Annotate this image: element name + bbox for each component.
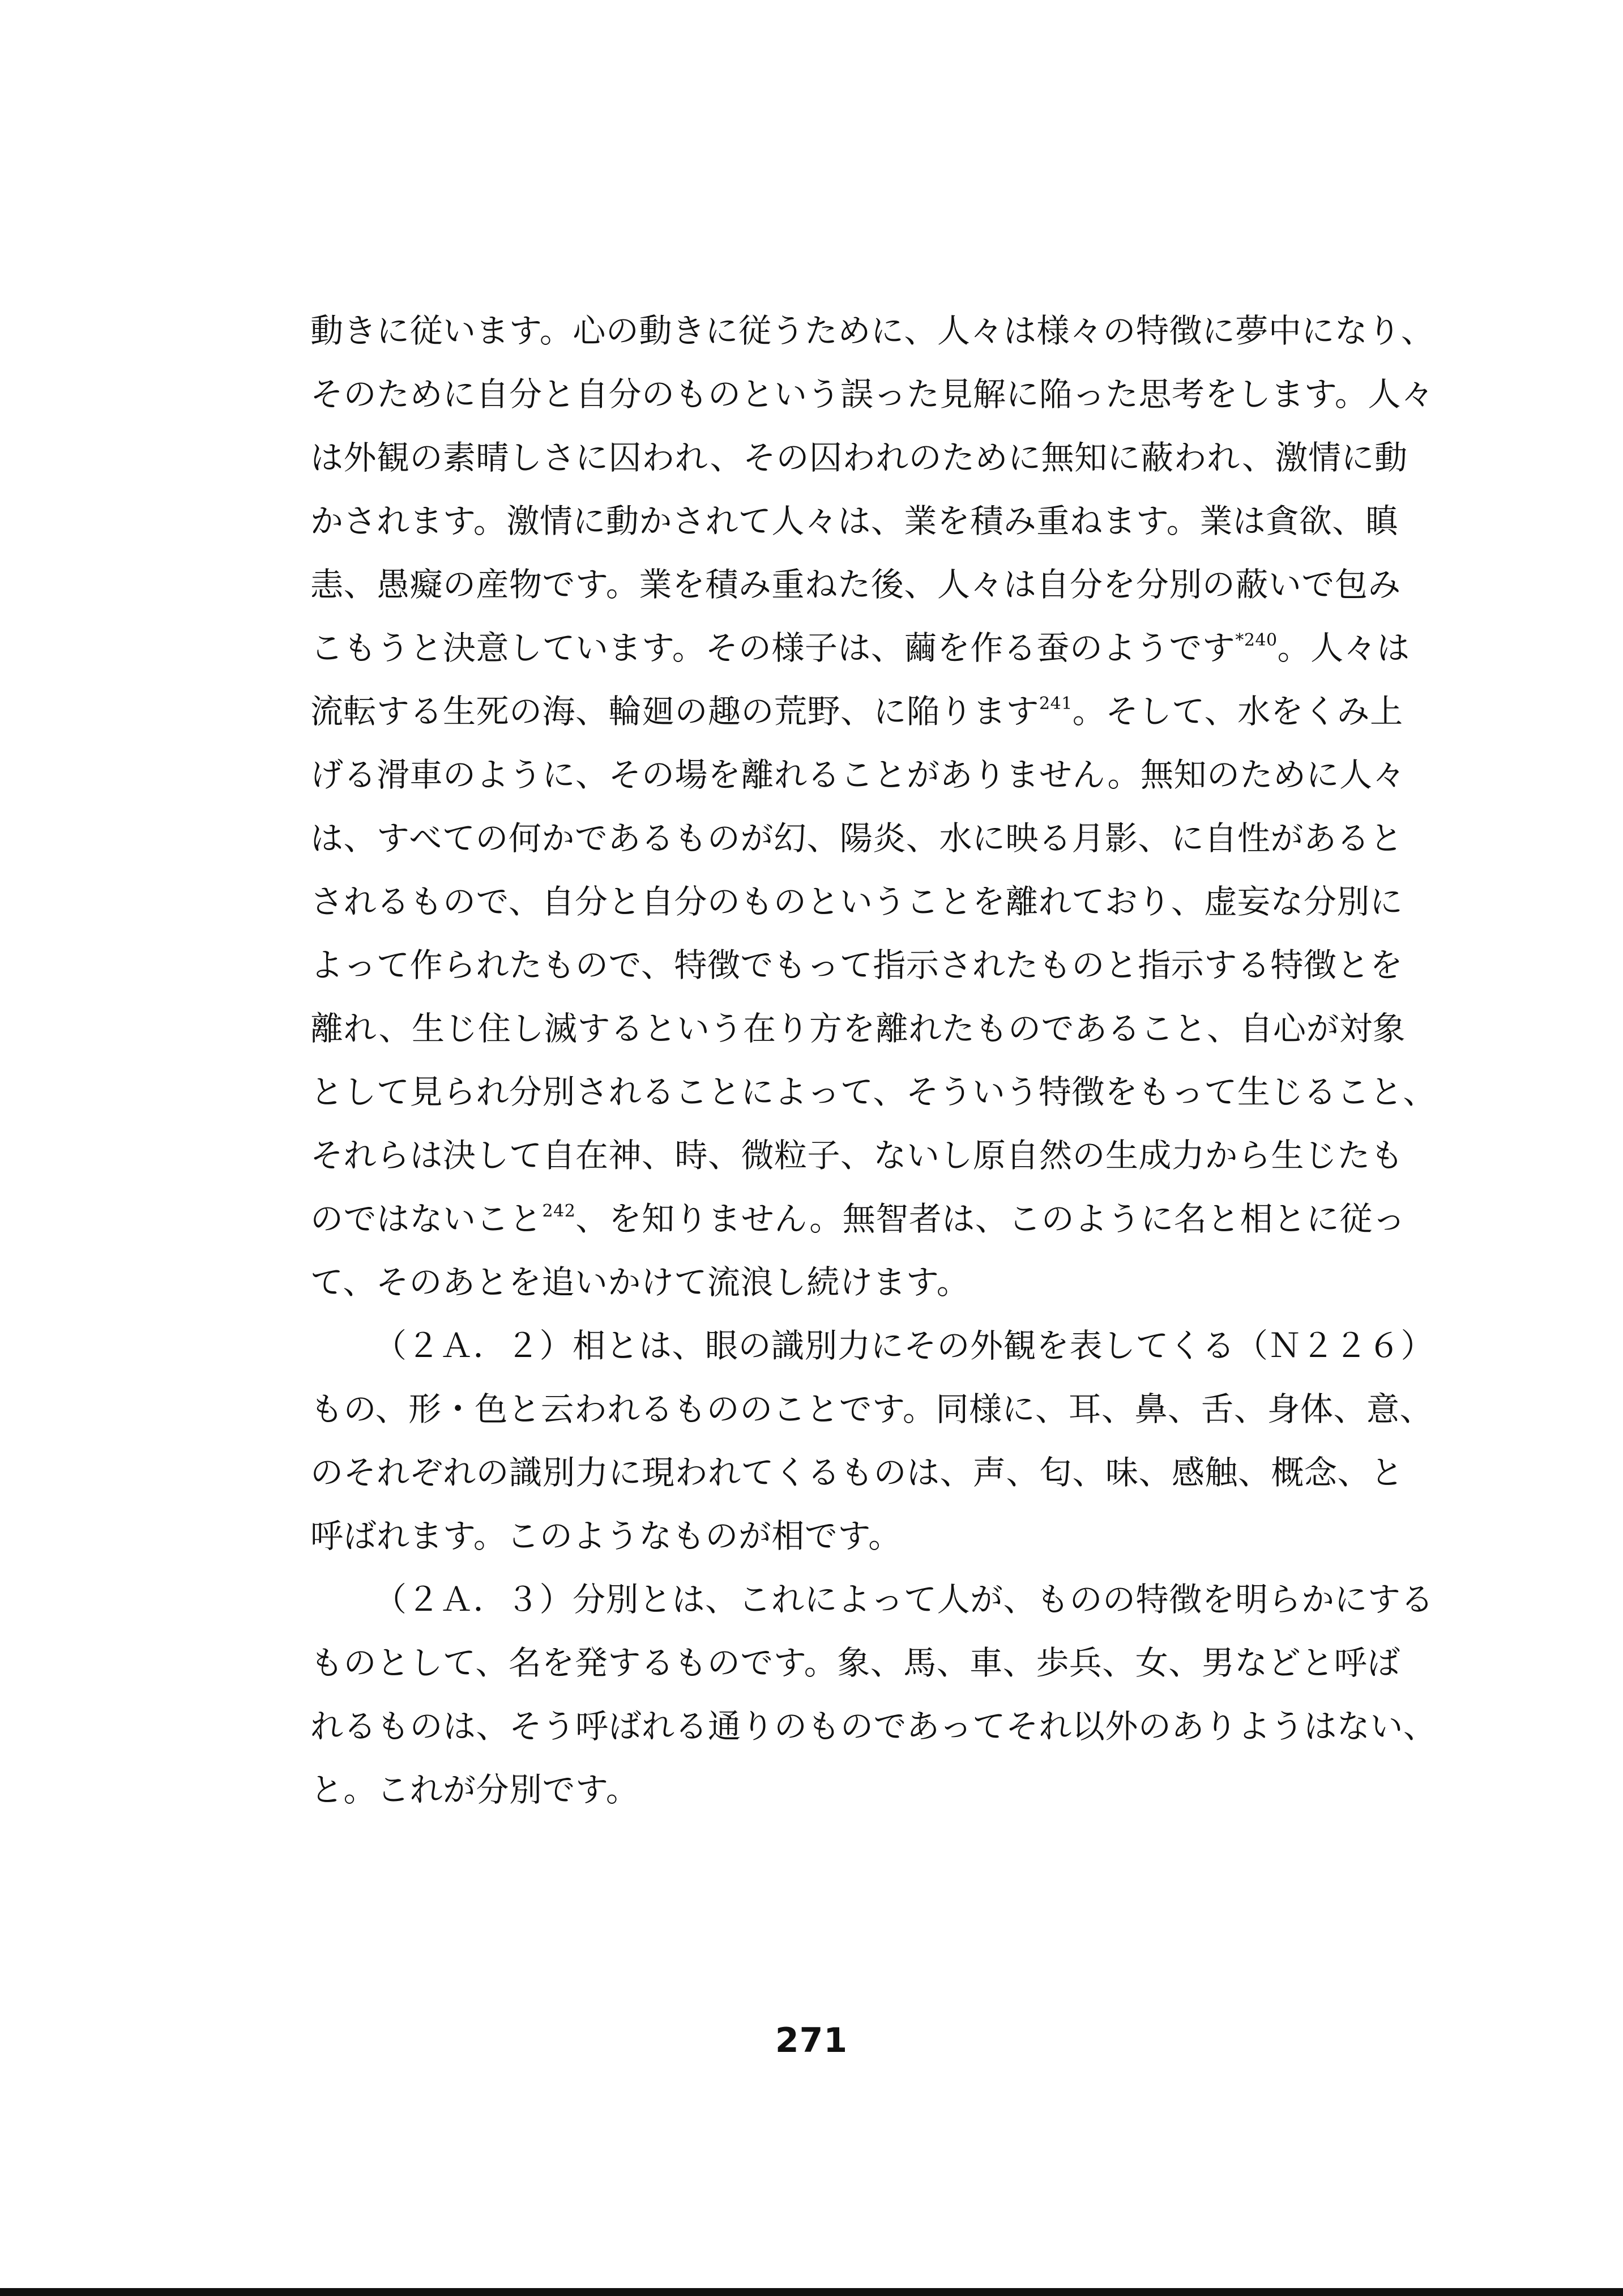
paragraph-3 bbox=[310, 1568, 1437, 1821]
body-text bbox=[310, 299, 1437, 1821]
text-line: として見られ分別されることによって、そういう特徴をもって生じること、 bbox=[310, 1073, 1436, 1111]
text-line bbox=[310, 616, 1410, 680]
text-line: げる滑車のように、その場を離れることがありません。無知のために人々 bbox=[310, 756, 1406, 794]
text-line: のそれぞれの識別力に現われてくるものは、声、匂、味、感触、概念、と bbox=[310, 1453, 1404, 1492]
text-line: 動きに従います。心の動きに従うために、人々は様々の特徴に夢中になり、 bbox=[310, 311, 1434, 350]
text-line bbox=[310, 1187, 1406, 1251]
text-line: （２Ａ．３）分別とは、これによって人が、ものの特徴を明らかにする bbox=[374, 1580, 1434, 1619]
text-line: れるものは、そう呼ばれる通りのものであってそれ以外のありようはない、 bbox=[310, 1707, 1437, 1746]
text-segment: 流転する生死の海、輪廻の趣の荒野、に陥ります bbox=[310, 692, 1040, 731]
text-segment: のではないこと bbox=[310, 1200, 543, 1238]
text-line: て、そのあとを追いかけて流浪し続けます。 bbox=[310, 1263, 970, 1301]
text-line: は外観の素晴しさに囚われ、その囚われのために無知に蔽われ、激情に動 bbox=[310, 438, 1408, 477]
footnote-ref-240: *240 bbox=[1235, 630, 1278, 650]
text-line: 恚、愚癡の産物です。業を積み重ねた後、人々は自分を分別の蔽いで包み bbox=[310, 565, 1401, 604]
text-line: 離れ、生じ住し滅するという在り方を離れたものであること、自心が対象 bbox=[310, 1009, 1406, 1048]
text-line: 呼ばれます。このようなものが相です。 bbox=[310, 1517, 902, 1555]
text-segment: 、を知りません。無智者は、このように名と相とに従っ bbox=[575, 1200, 1406, 1238]
text-line: ものとして、名を発するものです。象、馬、車、歩兵、女、男などと呼ば bbox=[310, 1644, 1400, 1682]
text-segment: 。そして、水をくみ上 bbox=[1072, 692, 1403, 731]
page-number: 271 bbox=[775, 2021, 848, 2060]
text-line bbox=[310, 680, 1403, 743]
bottom-edge-rule bbox=[0, 2288, 1623, 2296]
text-line: もの、形・色と云われるもののことです。同様に、耳、鼻、舌、身体、意、 bbox=[310, 1390, 1433, 1428]
text-line: と。これが分別です。 bbox=[310, 1770, 639, 1809]
text-line: それらは決して自在神、時、微粒子、ないし原自然の生成力から生じたも bbox=[310, 1136, 1404, 1175]
paragraph-1 bbox=[310, 299, 1436, 1314]
footnote-ref-241: 241 bbox=[1039, 693, 1073, 714]
text-line: よって作られたもので、特徴でもって指示されたものと指示する特徴とを bbox=[310, 946, 1403, 984]
text-segment: こもうと決意しています。その様子は、繭を作る蚕のようです bbox=[310, 629, 1236, 667]
text-line: そのために自分と自分のものという誤った見解に陥った思考をします。人々 bbox=[310, 375, 1434, 413]
text-line: されるもので、自分と自分のものということを離れており、虚妄な分別に bbox=[310, 882, 1403, 921]
text-line: は、すべての何かであるものが幻、陽炎、水に映る月影、に自性があると bbox=[310, 819, 1403, 857]
text-line: かされます。激情に動かされて人々は、業を積み重ねます。業は貪欲、瞋 bbox=[310, 502, 1399, 540]
text-segment: 。人々は bbox=[1277, 629, 1410, 667]
footnote-ref-242: 242 bbox=[542, 1201, 576, 1221]
paragraph-2 bbox=[310, 1314, 1434, 1568]
text-line: （２Ａ．２）相とは、眼の識別力にその外観を表してくる（Ｎ２２６） bbox=[374, 1326, 1434, 1365]
